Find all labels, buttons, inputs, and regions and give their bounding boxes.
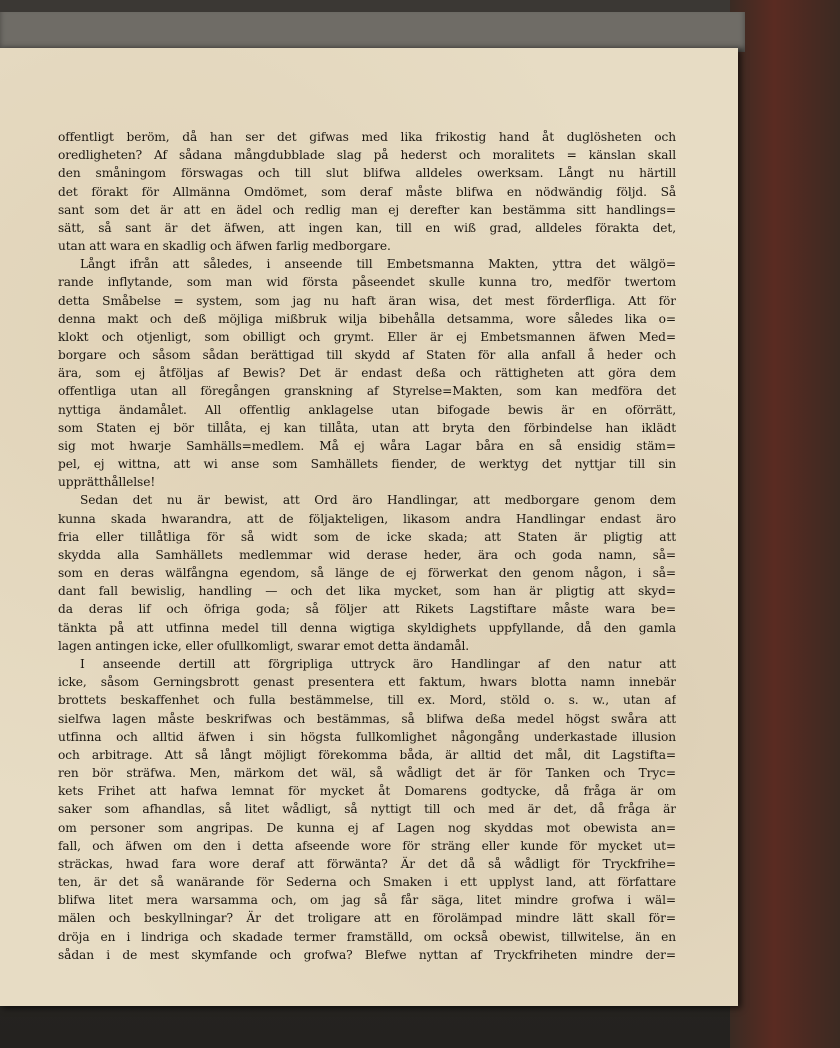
book-page <box>0 48 738 1006</box>
text-line: saker som afhandlas, så litet wådligt, så nyttigt till och med är det, då fråga är <box>58 802 676 817</box>
text-line: detta Småbelse = system, som jag nu haft äran wisa, det mest förderfliga. Att för <box>58 293 676 308</box>
text-line: sig mot hwarje Samhälls=medlem. Må ej wåra Lagar båra en så ensidig stäm= <box>58 438 676 453</box>
text-line: sant som det är att en ädel och redlig man ej derefter kan bestämma sitt handlings= <box>58 202 676 217</box>
text-line: lagen antingen icke, eller ofullkomligt, swarar emot detta ändamål. <box>58 638 470 653</box>
text-line: nyttiga ändamålet. All offentlig anklagelse utan bifogade bewis är en oförrätt, <box>58 402 676 417</box>
text-line: dröja en i lindriga och skadade termer framställd, om också obewist, tillwitelse, än en <box>58 929 676 944</box>
text-line: sätt, så sant är det äfwen, att ingen kan, till en wiß grad, alldeles förakta det, <box>58 220 676 235</box>
text-line: dant fall bewislig, handling — och det lika mycket, som han är pligtig att skyd= <box>58 584 676 599</box>
text-line: sielfwa lagen måste beskrifwas och bestämmas, så blifwa deßa medel högst swåra att <box>58 711 676 726</box>
text-line: ten, är det så wanärande för Sederna och Smaken i ett upplyst land, att författare <box>58 875 676 890</box>
text-line: upprätthållelse! <box>58 475 156 490</box>
text-line: som en deras wälfångna egendom, så länge de ej förwerkat den genom någon, i så= <box>58 566 676 581</box>
text-line: utfinna och alltid äfwen i sin högsta fullkomlighet någongång underkastade illusion <box>58 729 676 744</box>
text-line: fall, och äfwen om den i detta afseende wore för sträng eller kunde för mycket ut= <box>58 838 676 853</box>
text-line: denna makt och deß möjliga mißbruk wilja bibehålla detsamma, wore således lika o= <box>58 311 676 326</box>
text-line: blifwa litet mera warsamma och, om jag så får säga, litet mindre grofwa i wäl= <box>58 893 676 908</box>
text-line: borgare och såsom sådan berättigad till skydd af Staten för alla anfall å heder och <box>58 348 676 363</box>
text-line: brottets beskaffenhet och fulla bestämmelse, till ex. Mord, stöld o. s. w., utan af <box>58 693 676 708</box>
text-line: oredligheten? Af sådana mångdubblade slag på hederst och moralitets = känslan skall <box>58 148 676 163</box>
text-line: mälen och beskyllningar? Är det troligare att en förolämpad mindre lätt skall för= <box>58 911 676 926</box>
book-binding <box>730 0 840 1048</box>
text-line: ära, som ej åtföljas af Bewis? Det är endast deßa och rättigheten att göra dem <box>58 366 676 381</box>
text-line: I anseende dertill att förgripliga uttryck äro Handlingar af den natur att <box>80 656 676 671</box>
text-line: den småningom förswagas och till slut blifwa alldeles owerksam. Långt nu härtill <box>58 166 676 181</box>
text-line: ren bör sträfwa. Men, märkom det wäl, så wådligt det är för Tanken och Tryc= <box>58 766 676 781</box>
text-line: kunna skada hwarandra, att de följakteligen, likasom andra Handlingar endast äro <box>58 511 676 526</box>
underlying-page-edge <box>0 12 745 52</box>
text-line: det förakt för Allmänna Omdömet, som deraf måste blifwa en nödwändig följd. Så <box>58 184 676 199</box>
text-line: fria eller tillåtliga för så widt som de icke skada; att Staten är pligtig att <box>58 529 676 544</box>
text-line: offentligt beröm, då han ser det gifwas med lika frikostig hand åt duglösheten och <box>58 130 676 144</box>
text-line: och arbitrage. Att så långt möjligt förekomma båda, är alltid det mål, dit Lagstifta= <box>58 747 676 762</box>
text-line: som Staten ej bör tillåta, ej kan tillåta, utan att bryta den förbindelse han iklädt <box>58 420 676 435</box>
text-line: sådan i de mest skymfande och grofwa? Blefwe nyttan af Tryckfriheten mindre der= <box>58 947 676 962</box>
text-line: klokt och otjenligt, som obilligt och grymt. Eller är ej Embetsmannen äfwen Med= <box>58 329 676 344</box>
page-text <box>58 128 676 964</box>
text-line: sträckas, hwad fara wore deraf att förwänta? Är det då så wådligt för Tryckfrihe= <box>58 856 676 871</box>
text-line: om personer som angripas. De kunna ej af Lagen nog skyddas mot obewista an= <box>58 820 676 835</box>
text-line: rande inflytande, som man wid första påseendet skulle kunna tro, medför twertom <box>58 275 676 290</box>
text-line: icke, såsom Gerningsbrott genast presentera ett faktum, hwars blotta namn innebär <box>58 675 676 690</box>
text-line: offentliga utan all föregången granskning af Styrelse=Makten, som kan medföra det <box>58 384 676 399</box>
text-line: Långt ifrån att således, i anseende till Embetsmanna Makten, yttra det wälgö= <box>80 257 676 272</box>
text-line: skydda alla Samhällets medlemmar wid derase heder, ära och goda namn, så= <box>58 547 676 562</box>
text-line: tänkta på att utfinna medel till denna wigtiga skyldighets uppfyllande, då den gamla <box>58 620 676 635</box>
text-line: kets Frihet att hafwa lemnat för mycket åt Domarens godtycke, då fråga är om <box>58 784 676 799</box>
text-line: pel, ej wittna, att wi anse som Samhällets fiender, de werktyg det nyttjar till sin <box>58 457 676 472</box>
text-line: utan att wara en skadlig och äfwen farlig medborgare. <box>58 239 391 254</box>
text-line: Sedan det nu är bewist, att Ord äro Handlingar, att medborgare genom dem <box>80 493 676 508</box>
text-line: da deras lif och öfriga goda; så följer att Rikets Lagstiftare måste wara be= <box>58 602 676 617</box>
